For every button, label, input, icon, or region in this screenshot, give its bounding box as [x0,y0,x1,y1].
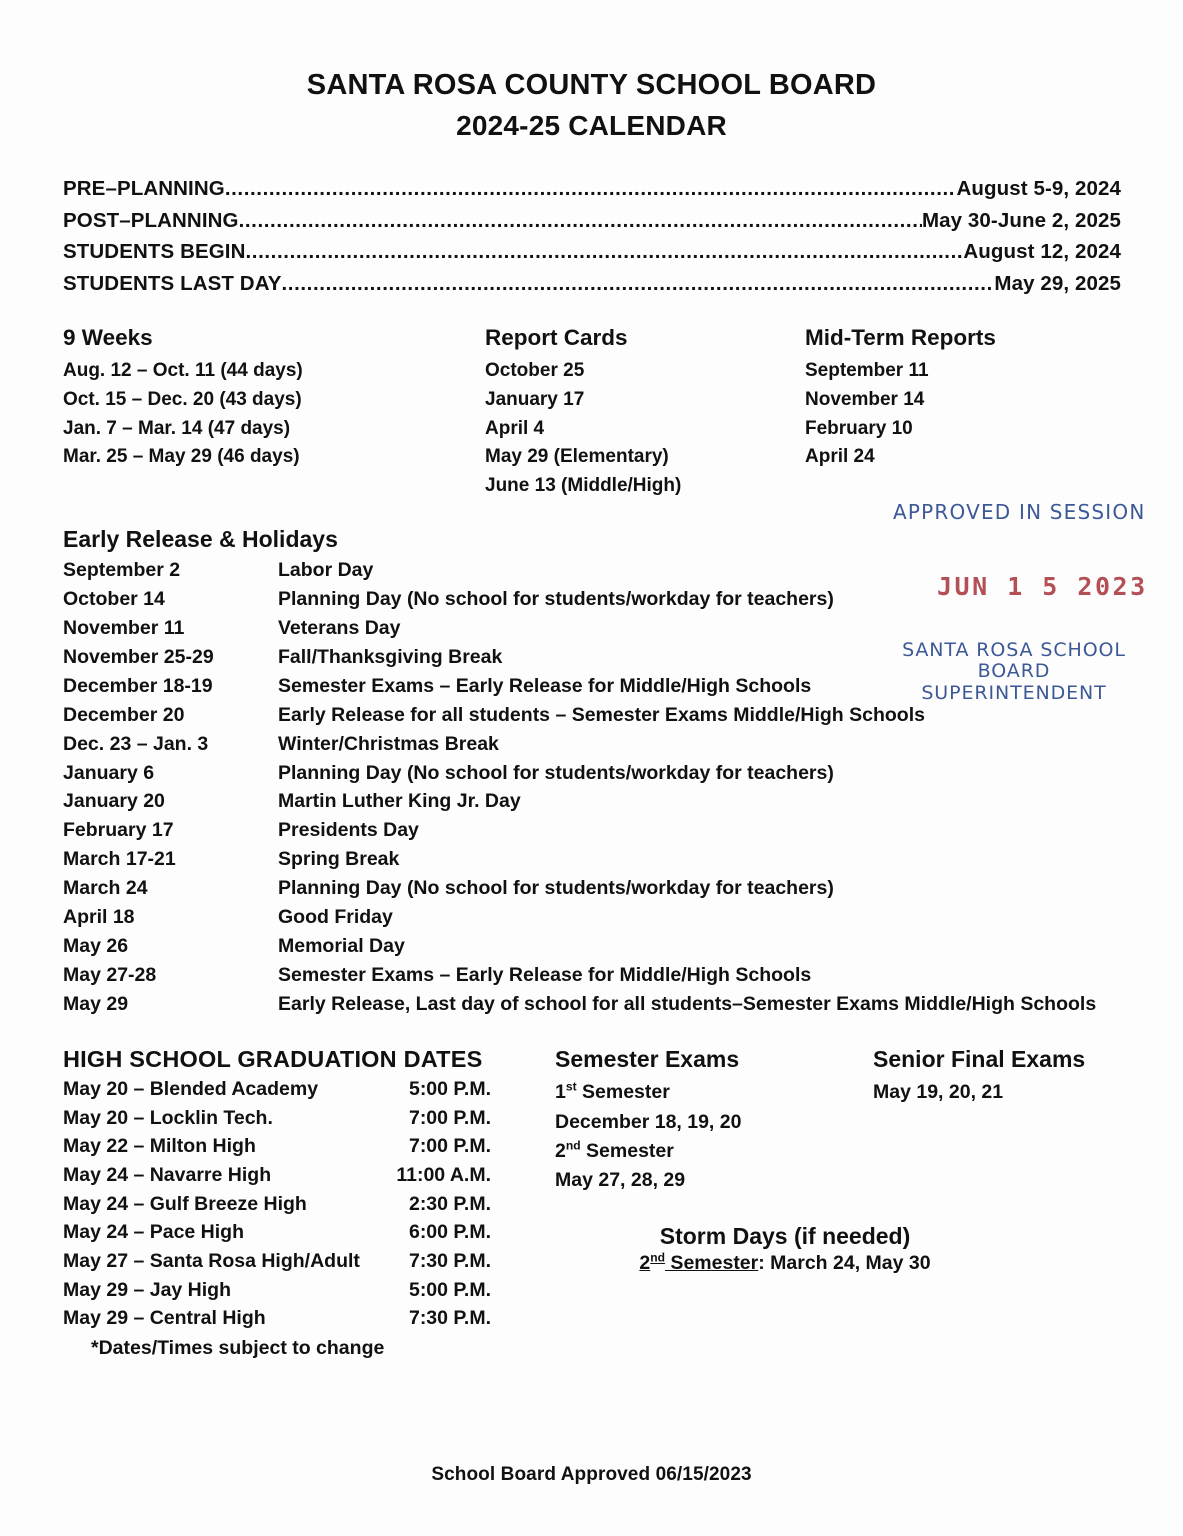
storm-days-line [555,1251,1015,1276]
first-semester-ordinal: st [565,1079,577,1094]
holiday-row [63,963,1128,986]
holiday-description: Early Release for all students – Semester Exams Middle/High Schools [278,703,925,726]
key-dates-list [63,179,1121,305]
holiday-date: February 17 [63,819,174,842]
mid-term-reports-item: February 10 [805,417,913,439]
date-stamp: JUN 1 5 2023 [937,572,1148,601]
graduation-row [63,1249,503,1272]
holiday-row [63,561,1128,581]
graduation-row [63,1137,503,1157]
storm-days-section [555,1223,1015,1277]
holiday-description: Planning Day (No school for students/workday for teachers) [278,877,834,900]
graduation-school: May 29 – Central High [63,1307,266,1330]
graduation-time: 5:00 P.M. [408,1077,491,1100]
storm-days-heading: Storm Days (if needed) [659,1223,911,1249]
dot-leader [239,211,922,232]
dot-leader [282,274,995,295]
holiday-row [63,703,1128,726]
stamp-board-line-1: SANTA ROSA SCHOOL BOARD [902,639,1126,683]
holiday-date: September 2 [63,559,181,582]
key-date-value: May 30-June 2, 2025 [921,208,1121,232]
graduation-time: 7:00 P.M. [408,1135,491,1158]
graduation-time: 11:00 A.M. [396,1163,491,1186]
holiday-date: April 18 [63,905,135,928]
holiday-date: March 17-21 [63,848,176,871]
dot-leader [225,179,957,200]
graduation-school: May 20 – Locklin Tech. [63,1106,273,1129]
holiday-description: Semester Exams – Early Release for Middle/High Schools [278,674,812,697]
graduation-school: May 24 – Pace High [63,1221,245,1244]
key-date-label: STUDENTS BEGIN [63,240,246,263]
graduation-time: 2:30 P.M. [408,1192,491,1215]
nine-weeks-heading: 9 Weeks [63,325,153,350]
key-date-row [63,242,1121,263]
second-semester-label [555,1137,741,1166]
stamp-board-line-2: SUPERINTENDENT [921,681,1107,704]
holiday-row [63,732,1128,755]
key-date-row [63,271,1121,295]
mid-term-reports-item: November 14 [805,388,925,410]
mid-term-reports-column [805,326,996,472]
holiday-date: March 24 [63,877,148,900]
graduation-time: 7:00 P.M. [408,1106,491,1129]
key-date-label: POST–PLANNING [63,208,239,232]
key-date-value: August 12, 2024 [963,240,1121,263]
holiday-row [63,619,1128,639]
holiday-date: December 18-19 [63,674,213,697]
holiday-description: Good Friday [278,905,393,928]
graduation-school: May 27 – Santa Rosa High/Adult [63,1249,360,1272]
holiday-date: January 20 [63,790,165,813]
second-semester-dates: May 27, 28, 29 [555,1169,686,1192]
approved-in-session-stamp: APPROVED IN SESSION [893,500,1146,524]
title-line-2: 2024-25 CALENDAR [456,110,727,142]
graduation-school: May 29 – Jay High [63,1278,231,1301]
graduation-row [63,1223,503,1243]
holiday-description: Fall/Thanksgiving Break [278,645,503,668]
holiday-row [63,850,1128,870]
graduation-row [63,1278,503,1301]
key-date-label: STUDENTS LAST DAY [63,271,282,295]
holiday-date: January 6 [63,761,155,784]
nine-weeks-column [63,326,303,472]
second-semester-number: 2 [555,1139,566,1162]
page-title [0,68,1183,143]
holiday-row [63,792,1128,812]
holiday-description: Early Release, Last day of school for all students–Semester Exams Middle/High Schools [278,992,1097,1015]
report-cards-item: January 17 [485,388,585,410]
holiday-row [63,934,1128,957]
report-cards-column [485,326,681,501]
first-semester-dates: December 18, 19, 20 [555,1110,742,1133]
first-semester-label [555,1078,741,1107]
nine-weeks-item: Mar. 25 – May 29 (46 days) [63,446,300,468]
second-semester-ordinal: nd [565,1138,581,1153]
holiday-row [63,992,1128,1015]
dot-leader [246,242,964,263]
key-date-row [63,179,1121,200]
report-cards-item: June 13 (Middle/High) [485,475,682,497]
graduation-school: May 24 – Navarre High [63,1163,272,1186]
holiday-date: October 14 [63,588,165,611]
holiday-date: November 25-29 [63,645,214,668]
holiday-date: Dec. 23 – Jan. 3 [63,732,209,755]
report-cards-item: October 25 [485,359,585,381]
graduation-row [63,1192,503,1215]
graduation-school: May 22 – Milton High [63,1135,256,1158]
graduation-row [63,1163,503,1186]
second-semester-word: Semester [580,1139,674,1162]
graduation-note: *Dates/Times subject to change [91,1337,385,1360]
graduation-school: May 24 – Gulf Breeze High [63,1192,307,1215]
holiday-row [63,821,1128,841]
semester-exams-heading: Semester Exams [555,1046,740,1072]
title-line-1: SANTA ROSA COUNTY SCHOOL BOARD [306,69,877,101]
first-semester-word: Semester [576,1081,670,1104]
report-cards-item: May 29 (Elementary) [485,446,669,468]
graduation-school: May 20 – Blended Academy [63,1077,319,1100]
semester-exams-section [555,1047,741,1195]
senior-final-exams-heading: Senior Final Exams [873,1046,1086,1072]
storm-semester-dates: : March 24, May 30 [758,1252,931,1275]
graduation-row [63,1309,503,1329]
holidays-section [63,527,1128,1024]
nine-weeks-item: Jan. 7 – Mar. 14 (47 days) [63,417,291,439]
graduation-heading: HIGH SCHOOL GRADUATION DATES [63,1046,483,1072]
graduation-row [63,1106,503,1129]
footer-approval-text: School Board Approved 06/15/2023 [431,1464,752,1485]
nine-weeks-item: Oct. 15 – Dec. 20 (43 days) [63,388,302,410]
key-date-label: PRE–PLANNING [63,177,225,200]
holiday-description: Planning Day (No school for students/workday for teachers) [278,761,834,784]
holiday-description: Semester Exams – Early Release for Middle/High Schools [278,963,812,986]
first-semester-number: 1 [555,1081,566,1104]
summary-columns [0,326,1183,511]
holiday-row [63,674,1128,697]
storm-semester-number: 2 [639,1252,651,1275]
graduation-row [63,1077,503,1100]
holiday-date: May 27-28 [63,963,157,986]
holiday-row [63,590,1128,610]
holiday-description: Spring Break [278,848,400,871]
holiday-row [63,879,1128,899]
graduation-time: 7:30 P.M. [408,1307,491,1330]
holiday-date: December 20 [63,703,185,726]
holiday-row [63,761,1128,784]
holiday-description: Martin Luther King Jr. Day [278,790,521,813]
holiday-description: Memorial Day [278,934,405,957]
storm-semester-ordinal: nd [650,1250,666,1265]
key-date-row [63,208,1121,232]
holiday-row [63,905,1128,928]
key-date-value: May 29, 2025 [994,271,1121,295]
graduation-time: 6:00 P.M. [408,1221,491,1244]
mid-term-reports-item: April 24 [805,446,875,468]
senior-final-exams-dates: May 19, 20, 21 [873,1081,1004,1104]
holiday-date: May 29 [63,992,129,1015]
graduation-time: 5:00 P.M. [408,1278,491,1301]
graduation-section [63,1047,503,1359]
report-cards-item: April 4 [485,417,545,439]
storm-semester-word: Semester [665,1252,759,1275]
holiday-date: May 26 [63,934,129,957]
nine-weeks-item: Aug. 12 – Oct. 11 (44 days) [63,359,303,381]
holiday-description: Planning Day (No school for students/workday for teachers) [278,588,834,611]
holidays-heading: Early Release & Holidays [63,526,338,552]
holiday-description: Labor Day [278,559,374,582]
holiday-description: Presidents Day [278,819,419,842]
report-cards-heading: Report Cards [485,325,628,350]
mid-term-reports-item: September 11 [805,359,929,381]
holiday-description: Winter/Christmas Break [278,732,499,755]
senior-final-exams-section [873,1047,1085,1108]
mid-term-reports-heading: Mid-Term Reports [805,325,996,350]
key-date-value: August 5-9, 2024 [956,177,1121,200]
holiday-date: November 11 [63,617,185,640]
graduation-time: 7:30 P.M. [408,1249,491,1272]
holiday-description: Veterans Day [278,617,401,640]
